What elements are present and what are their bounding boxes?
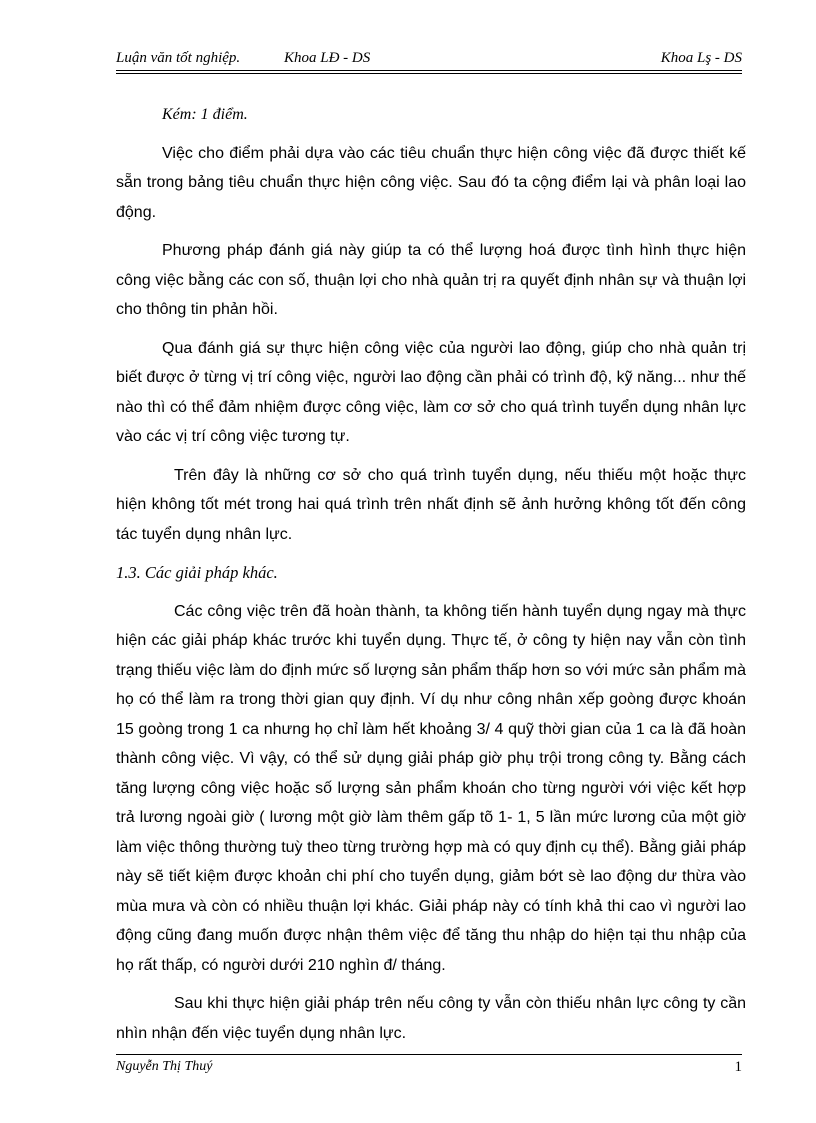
header-thesis-title: Luận văn tốt nghiệp. xyxy=(116,50,241,66)
paragraph-5: Các công việc trên đã hoàn thành, ta không tiến hành tuyển dụng ngay mà thực hiện các giải pháp khác trước khi tuyển dụng. Thực tế, ở công ty hiện nay vẫn còn tình trạng thiếu việc làm do định mức số lượng sản phẩm thấp hơn so với mức sản phẩm mà họ có thể làm ra trong thời gian quy định. Ví dụ như công nhân xếp goòng được khoán 15 goòng trong 1 ca nhưng họ chỉ làm hết khoảng 3/ 4 quỹ thời gian của 1 ca là đã hoàn thành công việc. Vì vậy, có thể sử dụng giải pháp giờ phụ trội trong công ty. Bằng cách tăng lượng công việc hoặc số lượng sản phẩm khoán cho từng người với việc kết hợp trả lương ngoài giờ ( lương một giờ làm thêm gấp tõ 1- 1, 5 lần mức lương của một giờ làm việc thông thường tuỳ theo từng trường hợp mà có quy định cụ thể). Bằng giải pháp này sẽ tiết kiệm được khoản chi phí cho tuyển dụng, giảm bớt sè lao động dư thừa vào mùa mưa và còn có nhiều thuận lợi khác. Giải pháp này có tính khả thi cao vì người lao động cũng đang muốn được nhận thêm việc để tăng thu nhập do hiện tại thu nhập của họ rất thấp, có người dưới 210 nghìn đ/ tháng. xyxy=(116,602,746,974)
paragraph-2: Phương pháp đánh giá này giúp ta có thể lượng hoá được tình hình thực hiện công việc bằng các con số, thuận lợi cho nhà quản trị ra quyết định nhân sự và thuận lợi cho thông tin phản hồi. xyxy=(116,242,746,318)
grade-label: Kém: 1 điểm. xyxy=(162,106,248,123)
document-body xyxy=(116,100,746,1057)
header-department-left: Khoa LĐ - DS xyxy=(284,50,371,66)
paragraph-4: Trên đây là những cơ sở cho quá trình tuyển dụng, nếu thiếu một hoặc thực hiện không tốt mét trong hai quá trình trên nhất định sẽ ảnh hưởng không tốt đến công tác tuyển dụng nhân lực. xyxy=(116,466,746,543)
page-footer xyxy=(116,1054,742,1077)
footer-author: Nguyễn Thị Thuý xyxy=(116,1059,213,1074)
section-heading: 1.3. Các giải pháp khác. xyxy=(116,563,278,582)
header-department-right: Khoa Lş - DS xyxy=(660,50,742,66)
page-header xyxy=(116,50,742,71)
page-number: 1 xyxy=(734,1059,742,1075)
paragraph-6: Sau khi thực hiện giải pháp trên nếu công ty vẫn còn thiếu nhân lực công ty cần nhìn nhận đến việc tuyển dụng nhân lực. xyxy=(116,995,746,1042)
paragraph-1: Việc cho điểm phải dựa vào các tiêu chuẩn thực hiện công việc đã được thiết kế sẵn trong bảng tiêu chuẩn thực hiện công việc. Sau đó ta cộng điểm lại và phân loại lao động. xyxy=(116,144,746,221)
paragraph-3: Qua đánh giá sự thực hiện công việc của người lao động, giúp cho nhà quản trị biết được ở từng vị trí công việc, người lao động cần phải có trình độ, kỹ năng... như thế nào thì có thể đảm nhiệm được công việc, làm cơ sở cho quá trình tuyển dụng nhân lực vào các vị trí công việc tương tự. xyxy=(116,339,746,445)
